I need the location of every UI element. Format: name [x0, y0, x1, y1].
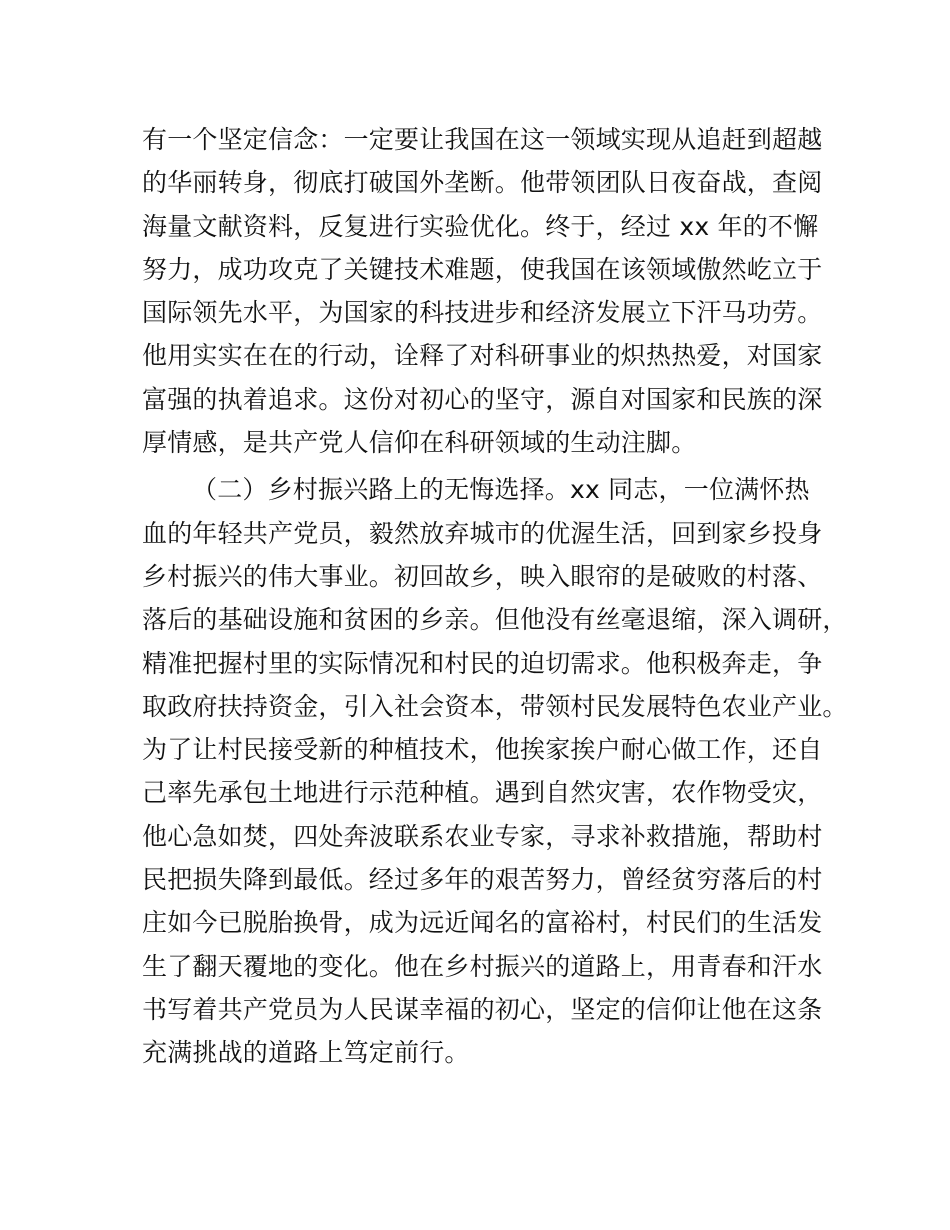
text-line: 厚情感，是共产党人信仰在科研领域的生动注脚。 — [142, 428, 697, 458]
text-line: 书写着共产党员为人民谋幸福的初心，坚定的信仰让他在这条 — [142, 994, 823, 1024]
document-body — [142, 118, 848, 1075]
text-line: 己率先承包土地进行示范种植。遇到自然灾害，农作物受灾， — [142, 778, 823, 808]
text-line: 为了让村民接受新的种植技术，他挨家挨户耐心做工作，还自 — [142, 735, 823, 765]
text-line: 民把损失降到最低。经过多年的艰苦努力，曾经贫穷落后的村 — [142, 865, 823, 895]
text-line: 努力，成功攻克了关键技术难题，使我国在该领域傲然屹立于 — [142, 254, 823, 284]
text-line: 的华丽转身，彻底打破国外垄断。他带领团队日夜奋战，查阅 — [142, 168, 823, 198]
section-heading-line: （二）乡村振兴路上的无悔选择。xx 同志，一位满怀热 — [192, 475, 810, 505]
text-line: 有一个坚定信念：一定要让我国在这一领域实现从追赶到超越 — [142, 125, 823, 154]
text-line: 精准把握村里的实际情况和村民的迫切需求。他积极奔走，争 — [142, 648, 823, 678]
text-line: 落后的基础设施和贫困的乡亲。但他没有丝毫退缩，深入调研， — [142, 605, 848, 635]
paragraph-2 — [142, 468, 848, 1074]
text-line: 他用实实在在的行动，诠释了对科研事业的炽热热爱，对国家 — [142, 341, 823, 371]
text-line: 血的年轻共产党员，毅然放弃城市的优渥生活，回到家乡投身 — [142, 518, 823, 548]
text-line: 富强的执着追求。这份对初心的坚守，源自对国家和民族的深 — [142, 384, 823, 414]
text-line: 庄如今已脱胎换骨，成为远近闻名的富裕村，村民们的生活发 — [142, 908, 823, 938]
text-line: 充满挑战的道路上笃定前行。 — [142, 1038, 470, 1068]
paragraph-1 — [142, 118, 842, 464]
text-line: 国际领先水平，为国家的科技进步和经济发展立下汗马功劳。 — [142, 298, 823, 328]
text-line: 他心急如焚，四处奔波联系农业专家，寻求补救措施，帮助村 — [142, 821, 823, 851]
text-line: 取政府扶持资金，引入社会资本，带领村民发展特色农业产业。 — [142, 691, 848, 721]
text-line: 乡村振兴的伟大事业。初回故乡，映入眼帘的是破败的村落、 — [142, 561, 823, 591]
text-line: 生了翻天覆地的变化。他在乡村振兴的道路上，用青春和汗水 — [142, 951, 823, 981]
text-line: 海量文献资料，反复进行实验优化。终于，经过 xx 年的不懈 — [142, 211, 819, 241]
